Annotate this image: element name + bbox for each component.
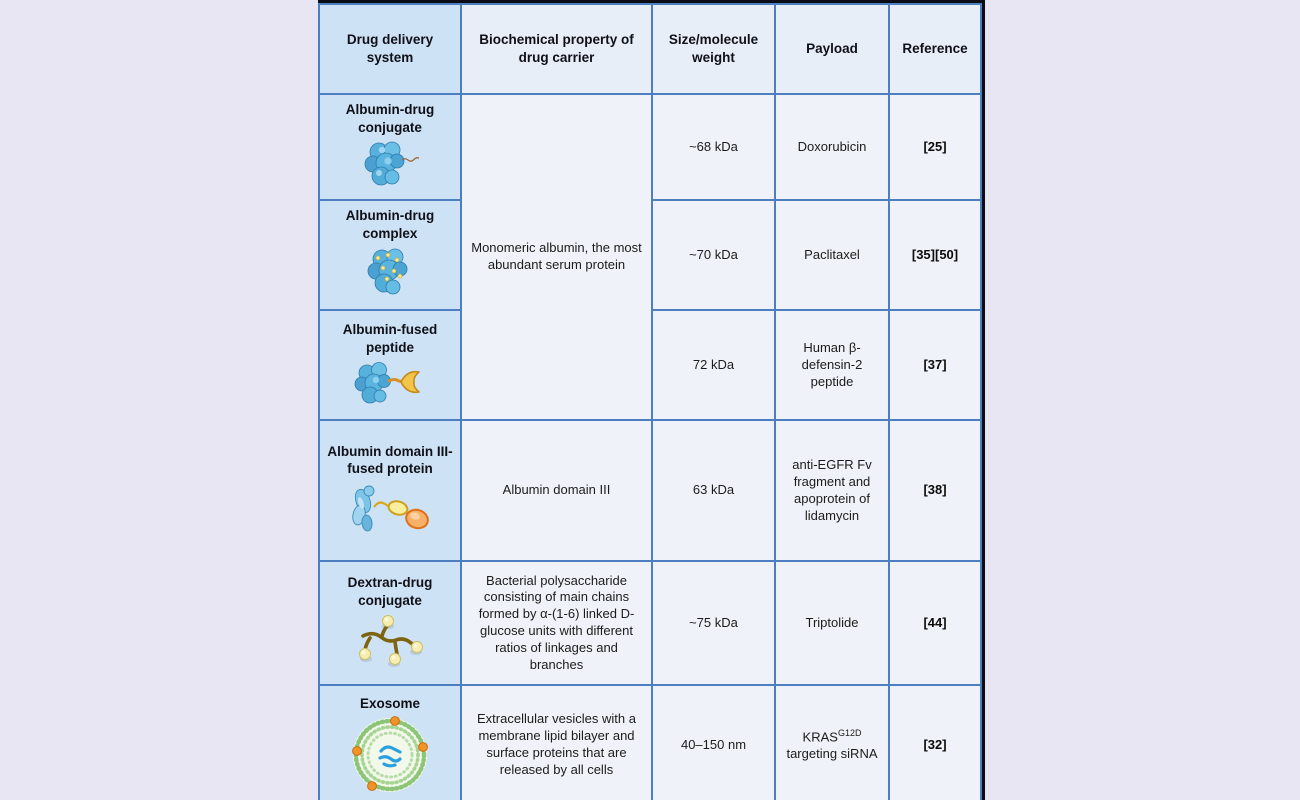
- property-cell-extracellular-vesicles: Extracellular vesicles with a membrane lipid bilayer and surface proteins that are released by all cells: [461, 685, 652, 800]
- reference-cell: [35][50]: [889, 200, 981, 310]
- size-cell: 72 kDa: [652, 310, 775, 420]
- reference-cell: [32]: [889, 685, 981, 800]
- reference-cell: [44]: [889, 561, 981, 685]
- header-biochemical-property: Biochemical property of drug carrier: [461, 4, 652, 94]
- size-cell: 40–150 nm: [652, 685, 775, 800]
- reference-cell: [37]: [889, 310, 981, 420]
- payload-cell: Triptolide: [775, 561, 889, 685]
- reference-cell: [25]: [889, 94, 981, 200]
- header-drug-delivery-system: Drug delivery system: [319, 4, 461, 94]
- system-label: Albumin-drug complex: [345, 208, 435, 241]
- size-cell: ~68 kDa: [652, 94, 775, 200]
- header-reference: Reference: [889, 4, 981, 94]
- system-cell-albumin-drug-conjugate: [319, 94, 461, 200]
- payload-cell: anti-EGFR Fv fragment and apoprotein of lidamycin: [775, 420, 889, 561]
- system-label: Dextran-drug conjugate: [347, 575, 433, 608]
- system-cell-albumin-fused-peptide: [319, 310, 461, 420]
- property-cell-monomeric-albumin: Monomeric albumin, the most abundant serum protein: [461, 94, 652, 420]
- albumin-drug-complex-icon: [363, 245, 417, 303]
- payload-cell: [775, 685, 889, 800]
- albumin-domain-iii-fused-protein-icon: [346, 481, 434, 539]
- size-cell: ~75 kDa: [652, 561, 775, 685]
- payload-gene: KRAS: [802, 728, 838, 744]
- header-payload: Payload: [775, 4, 889, 94]
- payload-cell: Paclitaxel: [775, 200, 889, 310]
- table-row: [319, 420, 981, 561]
- system-cell-albumin-domain-iii-fused-protein: [319, 420, 461, 561]
- reference-cell: [38]: [889, 420, 981, 561]
- table-header-row: [319, 4, 981, 94]
- size-cell: 63 kDa: [652, 420, 775, 561]
- table-row: [319, 685, 981, 800]
- system-cell-exosome: [319, 685, 461, 800]
- payload-cell: Human β-defensin-2 peptide: [775, 310, 889, 420]
- payload-variant-superscript: G12D: [837, 727, 862, 738]
- payload-cell: Doxorubicin: [775, 94, 889, 200]
- drug-delivery-table: [318, 0, 985, 800]
- table-row: [319, 94, 981, 200]
- system-label: Albumin-drug conjugate: [345, 102, 435, 135]
- system-cell-dextran-drug-conjugate: [319, 561, 461, 685]
- albumin-drug-conjugate-icon: [361, 139, 419, 193]
- dextran-drug-conjugate-icon: [357, 612, 423, 672]
- system-label: Albumin domain III-fused protein: [327, 443, 453, 477]
- payload-line-2: targeting siRNA: [786, 745, 878, 761]
- exosome-icon: [350, 715, 430, 795]
- size-cell: ~70 kDa: [652, 200, 775, 310]
- albumin-fused-peptide-icon: [351, 359, 429, 409]
- header-size-molecule-weight: Size/molecule weight: [652, 4, 775, 94]
- property-cell-bacterial-polysaccharide: Bacterial polysaccharide consisting of main chains formed by α-(1-6) linked D-glucose units with different ratios of linkages and branches: [461, 561, 652, 685]
- system-cell-albumin-drug-complex: [319, 200, 461, 310]
- property-cell-albumin-domain-iii: Albumin domain III: [461, 420, 652, 561]
- payload-line-1: [782, 728, 882, 746]
- system-label: Exosome: [359, 695, 421, 711]
- system-label: Albumin-fused peptide: [342, 322, 438, 355]
- table-row: [319, 561, 981, 685]
